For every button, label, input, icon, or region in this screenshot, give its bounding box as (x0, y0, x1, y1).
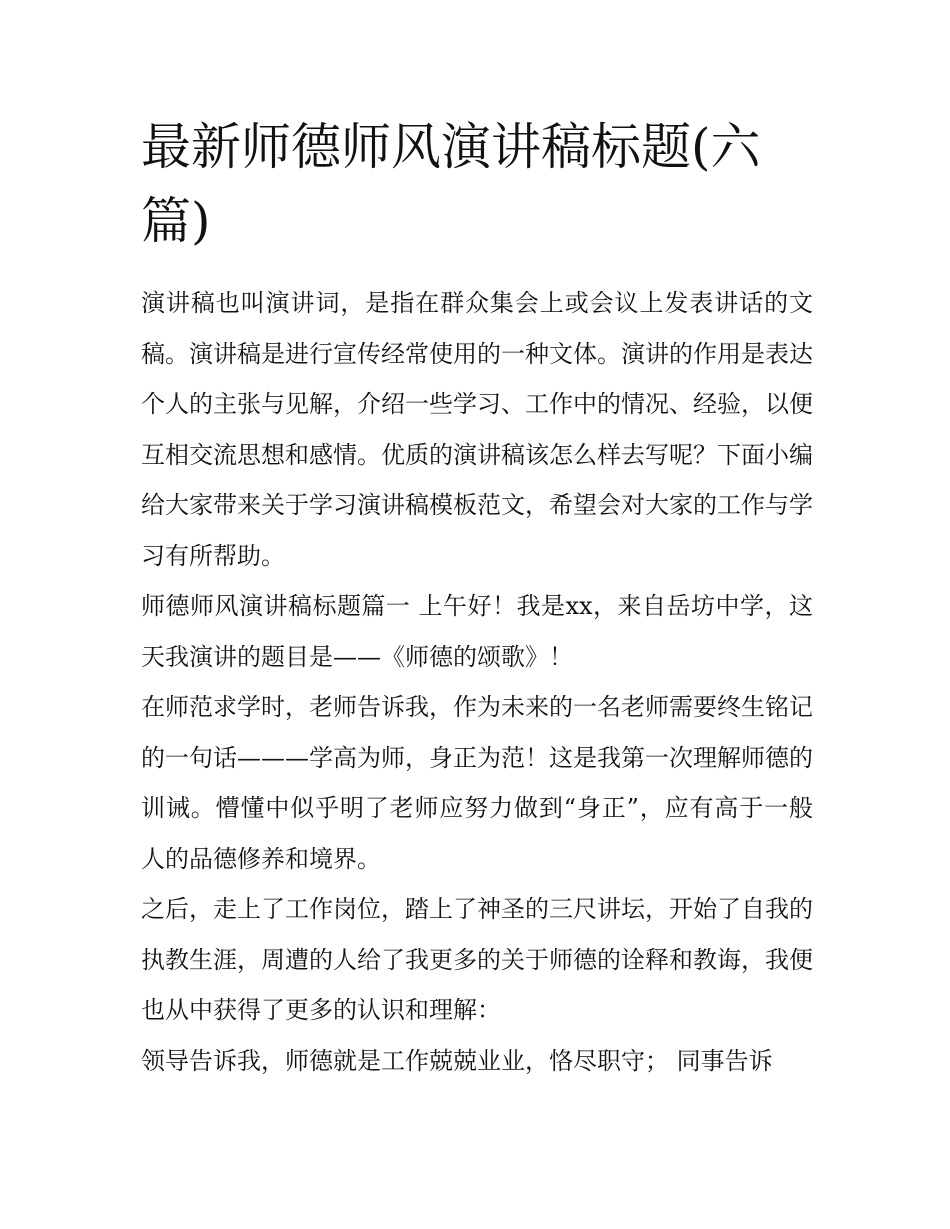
paragraph-career: 之后，走上了工作岗位，踏上了神圣的三尺讲坛，开始了自我的执教生涯，周遭的人给了我更多的关于师德的诠释和教诲，我便也从中获得了更多的认识和理解： (141, 895, 813, 1024)
document-title: 最新师德师风演讲稿标题(六篇) (141, 118, 761, 250)
paragraph-intro: 演讲稿也叫演讲词，是指在群众集会上或会议上发表讲话的文稿。演讲稿是进行宣传经常使用的一种文体。演讲的作用是表达个人的主张与见解，介绍一些学习、工作中的情况、经验，以便互相交流思想和感情。优质的演讲稿该怎么样去写呢？下面小编给大家带来关于学习演讲稿模板范文，希望会对大家的工作与学习有所帮助。 (141, 289, 813, 570)
paragraph-leaders: 领导告诉我，师德就是工作兢兢业业，恪尽职守； 同事告诉 (141, 1046, 773, 1075)
paragraph-normal-school: 在师范求学时，老师告诉我，作为未来的一名老师需要终生铭记的一句话———学高为师，身正为范！这是我第一次理解师德的训诫。懵懂中似乎明了老师应努力做到“身正”，应有高于一般人的品德修养和境界。 (141, 693, 813, 873)
document-body (141, 278, 813, 1086)
paragraph-greeting: 师德师风演讲稿标题篇一 上午好！我是xx，来自岳坊中学，这天我演讲的题目是——《师德的颂歌》！ (141, 592, 813, 671)
